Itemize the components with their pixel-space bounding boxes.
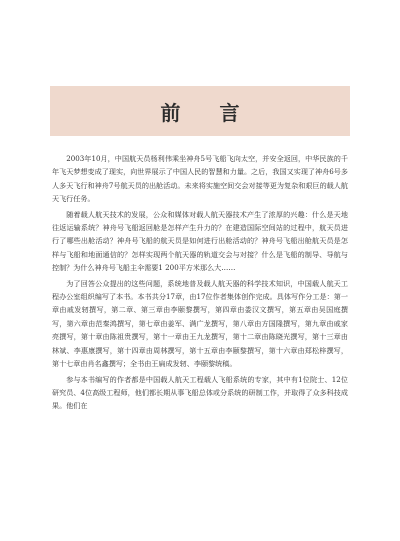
paragraph-3: 为了回答公众提出的这些问题，系统地普及载人航天器的科学技术知识，中国载人航天工程办公室组织编写了本书。本书共分17章，由17位作者集体创作完成。具体写作分工是：第一章由戚发轫撰写，第二章、第三章由李颐黎撰写，第四章由娄汉文撰写，第五章由吴国庭撰写，第六章由范秦鸿撰写，第七章由姜军、满广龙撰写，第八章由方国隆撰写，第九章由戚家亮撰写，第十章由陈祖贵撰写，第十一章由王九龙撰写，第十二章由陈晓光撰写，第十三章由林斌、李惠康撰写，第十四章由周林撰写，第十五章由李颐黎撰写，第十六章由郑松梓撰写，第十七章由肖名鑫撰写；全书由王扁成发轫、李颐黎统稿。 xyxy=(52,278,348,369)
preface-title-banner xyxy=(50,86,350,136)
page-title: 前 言 xyxy=(160,100,256,125)
paragraph-2: 随着载人航天技术的发展，公众和媒体对载人航天器技术产生了浓厚的兴趣：什么是天地往返运输系统？神舟号飞船返回舱是怎样产生升力的？在建造国际空间站的过程中，航天员进行了哪些出舱活动？神舟号飞船的航天员是如何进行出舱活动的？神舟号飞船出舱航天员是怎样与飞船和地面通信的？怎样实现两个航天器的轨道交会与对接？什么是飞船的制导、导航与控制？为什么神舟号飞船主伞需要1 200平方米那么大…… xyxy=(52,209,348,273)
preface-body xyxy=(52,152,348,415)
paragraph-4: 参与本书编写的作者都是中国载人航天工程载人飞船系统的专家，其中有1位院士、12位研究员、4位高级工程师，他们都长期从事飞船总体或分系统的研制工作，并取得了众多科技成果。他们在 xyxy=(52,374,348,411)
paragraph-1: 2003年10月，中国航天员杨利伟乘坐神舟5号飞船飞向太空，并安全返回，中华民族的千年飞天梦想变成了现实，向世界展示了中国人民的智慧和力量。之后，我国又实现了神舟6号多人多天飞行和神舟7号航天员的出舱活动。未来将实施空间交会对接等更为复杂和艰巨的载人航天飞行任务。 xyxy=(52,154,348,204)
